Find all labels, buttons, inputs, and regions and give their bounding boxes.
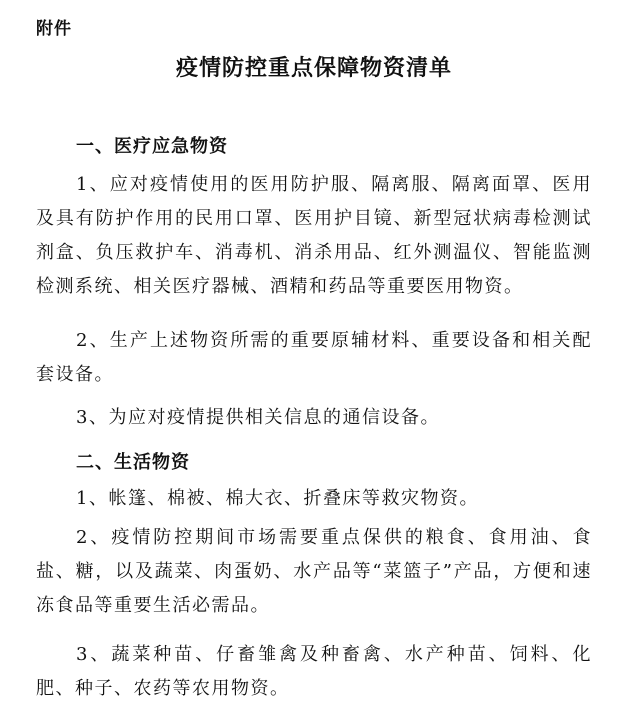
paragraph-living-3: 3、蔬菜种苗、仔畜雏禽及种畜禽、水产种苗、饲料、化肥、种子、农药等农用物资。 xyxy=(36,644,592,699)
paragraph-medical-3: 3、为应对疫情提供相关信息的通信设备。 xyxy=(76,407,440,428)
paragraph-living-2: 2、疫情防控期间市场需要重点保供的粮食、食用油、食盐、糖，以及蔬菜、肉蛋奶、水产品等“菜篮子”产品，方便和速冻食品等重要生活必需品。 xyxy=(36,527,592,616)
document-title: 疫情防控重点保障物资清单 xyxy=(175,56,452,81)
paragraph-medical-2: 2、生产上述物资所需的重要原辅材料、重要设备和相关配套设备。 xyxy=(36,330,592,385)
section-heading-medical: 一、医疗应急物资 xyxy=(76,136,228,157)
paragraph-living-1: 1、帐篷、棉被、棉大衣、折叠床等救灾物资。 xyxy=(76,488,479,509)
attachment-label: 附件 xyxy=(36,19,72,39)
section-heading-living: 二、生活物资 xyxy=(76,452,190,473)
paragraph-medical-1: 1、应对疫情使用的医用防护服、隔离服、隔离面罩、医用及具有防护作用的民用口罩、医用护目镜、新型冠状病毒检测试剂盒、负压救护车、消毒机、消杀用品、红外测温仪、智能监测检测系统、相关医疗器械、酒精和药品等重要医用物资。 xyxy=(36,174,592,297)
